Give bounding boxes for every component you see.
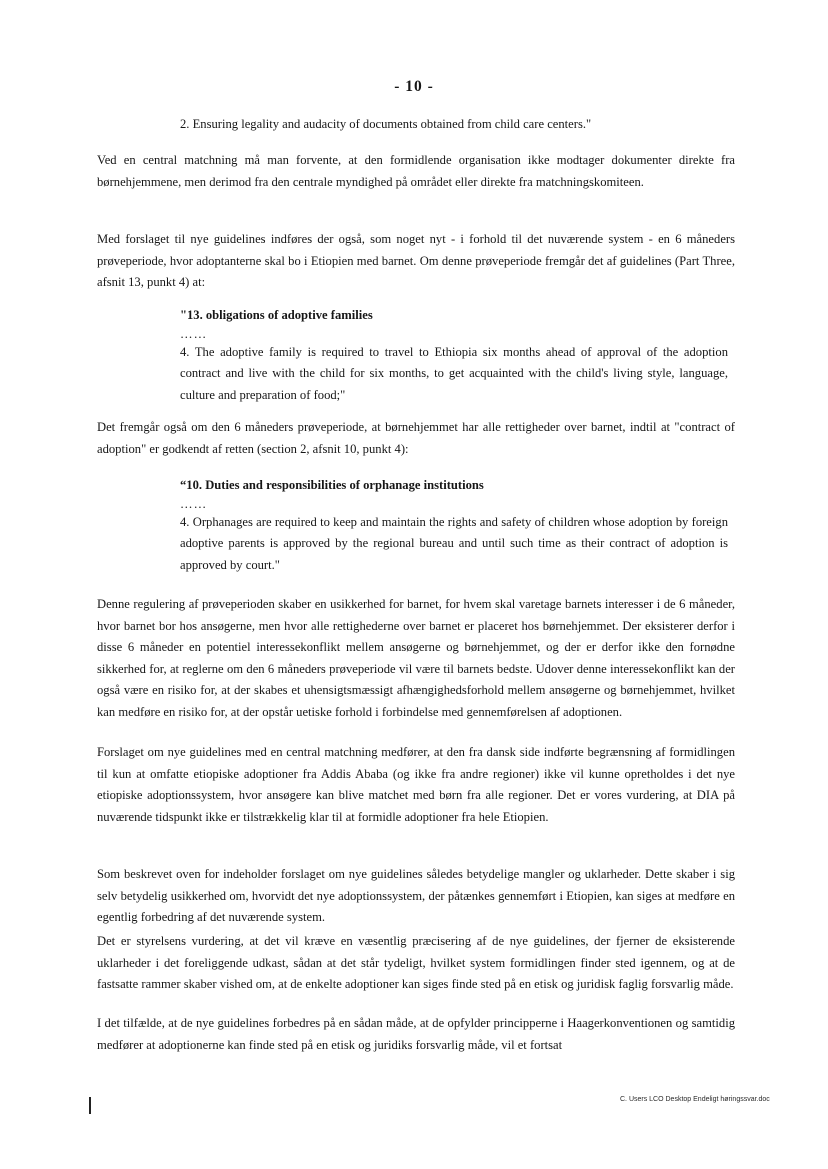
page-number: - 10 -: [394, 78, 434, 95]
quote-block-1: [180, 305, 728, 406]
paragraph-2: Med forslaget til nye guidelines indføres der også, som noget nyt - i forhold til det nuværende system - en 6 måneders prøveperiode, hvor adoptanterne skal bo i Etiopien med barnet. Om denne prøveperiode fremgår det af guidelines (Part Three, afsnit 13, punkt 4) at:: [97, 232, 735, 289]
paragraph-4: Denne regulering af prøveperioden skaber en usikkerhed for barnet, for hvem skal varetage barnets interesser i de 6 måneder, hvor barnet bor hos ansøgerne, men hvor alle rettighederne over barnet er placeret hos børnehjemmet. Der eksisterer derfor i disse 6 måneder en potentiel interessekonflikt mellem ansøgerne og børnehjemmet, og der er derfor ikke den fornødne sikkerhed for, at reglerne om den 6 måneders prøveperiode vil være til barnets bedste. Udover denne interessekonflikt kan der også være en risiko for, at der skabes et uhensigtsmæssigt afhængighedsforhold mellem ansøgerne og børnehjemmet, hvilket kan medføre en risiko for, at der opstår uetiske forhold i forbindelse med gennemførelsen af adoptionen.: [97, 597, 735, 719]
quote-block-2: [180, 475, 728, 576]
paragraph-7: Det er styrelsens vurdering, at det vil kræve en væsentlig præcisering af de nye guidelines, der fjerner de eksisterende uklarheder i det foreliggende udkast, sådan at det står tydeligt, hvilket system formidlingen finder sted igennem, og at de fastsatte rammer skaber vished om, at de enkelte adoptioner kan siges finde sted på en etisk og juridisk faglig forsvarlig måde.: [97, 934, 735, 991]
quote-1-text: 4. The adoptive family is required to travel to Ethiopia six months ahead of approval of the adoption contract and live with the child for six months, to get acquainted with the child's living style, language, culture and preparation of food;": [180, 344, 728, 402]
quote-2-ellipsis: ……: [180, 496, 208, 511]
quoted-intro-line: 2. Ensuring legality and audacity of documents obtained from child care centers.": [180, 117, 592, 131]
quote-1-title: "13. obligations of adoptive families: [180, 308, 373, 322]
quote-2-text: 4. Orphanages are required to keep and maintain the rights and safety of children whose adoption by foreign adoptive parents is approved by the regional bureau and until such time as their contract of adoption is approved by court.": [180, 514, 728, 572]
quote-2-title: “10. Duties and responsibilities of orphanage institutions: [180, 478, 484, 492]
quote-1-ellipsis: ……: [180, 326, 208, 341]
footer-file-reference: C. Users LCO Desktop Endeligt høringssvar.doc: [620, 1096, 770, 1103]
paragraph-8: I det tilfælde, at de nye guidelines forbedres på en sådan måde, at de opfylder principperne i Haagerkonventionen og samtidig medfører at adoptionerne kan finde sted på en etisk og juridiks forsvarlig måde, vil et fortsat: [97, 1016, 735, 1052]
margin-mark: [89, 1097, 91, 1114]
paragraph-1: Ved en central matchning må man forvente, at den formidlende organisation ikke modtager dokumenter direkte fra børnehjemmene, men derimod fra den centrale myndighed på området eller direkte fra matchningskomiteen.: [97, 153, 735, 189]
paragraph-3: Det fremgår også om den 6 måneders prøveperiode, at børnehjemmet har alle rettigheder over barnet, indtil at "contract of adoption" er godkendt af retten (section 2, afsnit 10, punkt 4):: [97, 420, 735, 456]
paragraph-6: Som beskrevet oven for indeholder forslaget om nye guidelines således betydelige mangler og uklarheder. Dette skaber i sig selv betydelig usikkerhed om, hvorvidt det nye adoptionssystem, der påtænkes gennemført i Etiopien, kan siges at medføre en egentlig forbedring af det nuværende system.: [97, 867, 735, 924]
paragraph-5: Forslaget om nye guidelines med en central matchning medfører, at den fra dansk side indførte begrænsning af formidlingen til kun at omfatte etiopiske adoptioner fra Addis Ababa (og ikke fra andre regioner) ikke vil kunne opretholdes i det nye etiopiske adoptionssystem, hvor ansøgere kan blive matchet med børn fra alle regioner. Det er vores vurdering, at DIA på nuværende tidspunkt ikke er tilstrækkelig klar til at formidle adoptioner fra hele Etiopien.: [97, 745, 735, 824]
